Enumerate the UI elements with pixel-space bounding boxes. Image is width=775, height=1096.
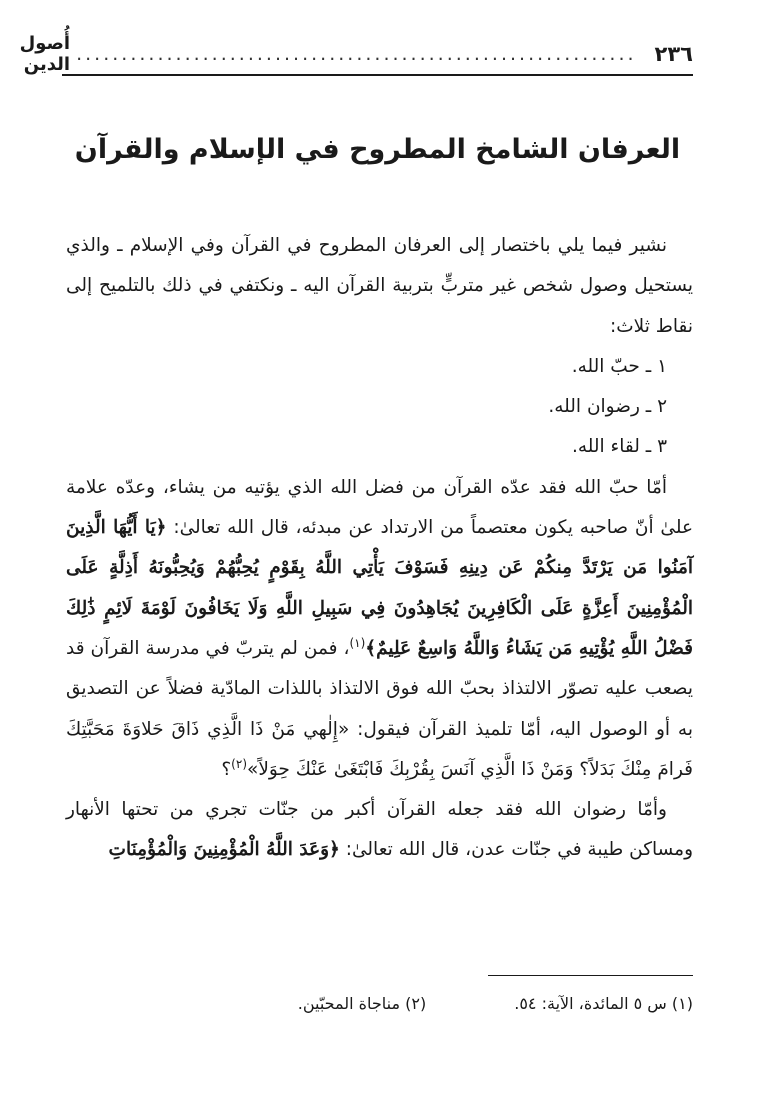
quran-verse: ﴿يَا أَيُّهَا الَّذِينَ آمَنُوا مَن يَرْتَدَّ مِنكُمْ عَن دِينِهِ فَسَوْفَ يَأْتِي اللَّهُ بِقَوْمٍ يُحِبُّهُمْ وَيُحِبُّونَهُ أَذِلَّةٍ عَلَى الْمُؤْمِنِينَ أَعِزَّةٍ عَلَى الْكَافِرِينَ يُجَاهِدُونَ فِي سَبِيلِ اللَّهِ وَلَا يَخَافُونَ لَوْمَةَ لَائِمٍ ذَٰلِكَ فَضْلُ اللَّهِ يُؤْتِيهِ مَن يَشَاءُ وَاللَّهُ وَاسِعٌ عَلِيمٌ﴾ xyxy=(66,517,693,659)
header-leader-dots: .............................................................. xyxy=(76,43,637,65)
page-number: ٢٣٦ xyxy=(654,42,693,66)
paragraph-text: وأمّا رضوان الله فقد جعله القرآن أكبر من جنّات تجري من تحتها الأنهار ومساكن طيبة في جنّات عدن، قال الله تعالىٰ: xyxy=(66,799,693,861)
body-text xyxy=(66,226,693,871)
prayer-quote: «إِلٰهي مَنْ ذَا الَّذِي ذَاقَ حَلاوَةَ مَحَبَّتِكَ فَرامَ مِنْكَ بَدَلاً؟ وَمَنْ ذَا الَّذِي آنَسَ بِقُرْبِكَ فَابْتَغَىٰ عَنْكَ حِوَلاً» xyxy=(66,718,693,780)
chapter-title: العرفان الشامخ المطروح في الإسلام والقرآن xyxy=(74,134,681,165)
book-title: أُصول الدين xyxy=(19,33,71,75)
pleasure-of-god-paragraph xyxy=(66,790,693,871)
footnotes xyxy=(62,994,693,1013)
love-of-god-paragraph xyxy=(66,468,693,790)
paragraph-text: ، فمن لم يتربّ في مدرسة القرآن قد يصعب عليه تصوّر الالتذاذ بحبّ الله فوق الالتذاذ باللذات المادّية فضلاً عن التصديق به أو الوصول اليه، أمّا تلميذ القرآن فيقول: xyxy=(66,637,693,740)
points-list xyxy=(66,347,693,468)
list-item: ١ ـ حبّ الله. xyxy=(571,355,667,377)
list-item: ٢ ـ رضوان الله. xyxy=(548,396,667,418)
paragraph-end: ؟ xyxy=(221,758,232,780)
quran-verse: ﴿وَعَدَ اللَّهُ الْمُؤْمِنِينَ وَالْمُؤْمِنَاتِ xyxy=(108,839,340,861)
list-item: ٣ ـ لقاء الله. xyxy=(571,436,667,458)
footnote-divider xyxy=(488,975,693,976)
running-header xyxy=(19,33,693,76)
footnote: (١) س ٥ المائدة، الآية: ٥٤. xyxy=(514,994,693,1013)
footnote-ref: (١) xyxy=(349,635,366,650)
footnote-ref: (٢) xyxy=(231,756,247,771)
footnote: (٢) مناجاة المحبّين. xyxy=(297,994,427,1013)
paragraph-text: أمّا حبّ الله فقد عدّه القرآن من فضل الله الذي يؤتيه من يشاء، وعدّه علامة علىٰ أنّ صاحبه يكون معتصماً من الارتداد عن مبدئه، قال الله تعالىٰ: xyxy=(66,476,693,539)
intro-paragraph: نشير فيما يلي باختصار إلى العرفان المطروح في القرآن وفي الإسلام ـ والذي يستحيل وصول شخص غير متربٍّ بتربية القرآن اليه ـ ونكتفي في ذلك بالتلميح إلى نقاط ثلاث: xyxy=(66,235,693,337)
